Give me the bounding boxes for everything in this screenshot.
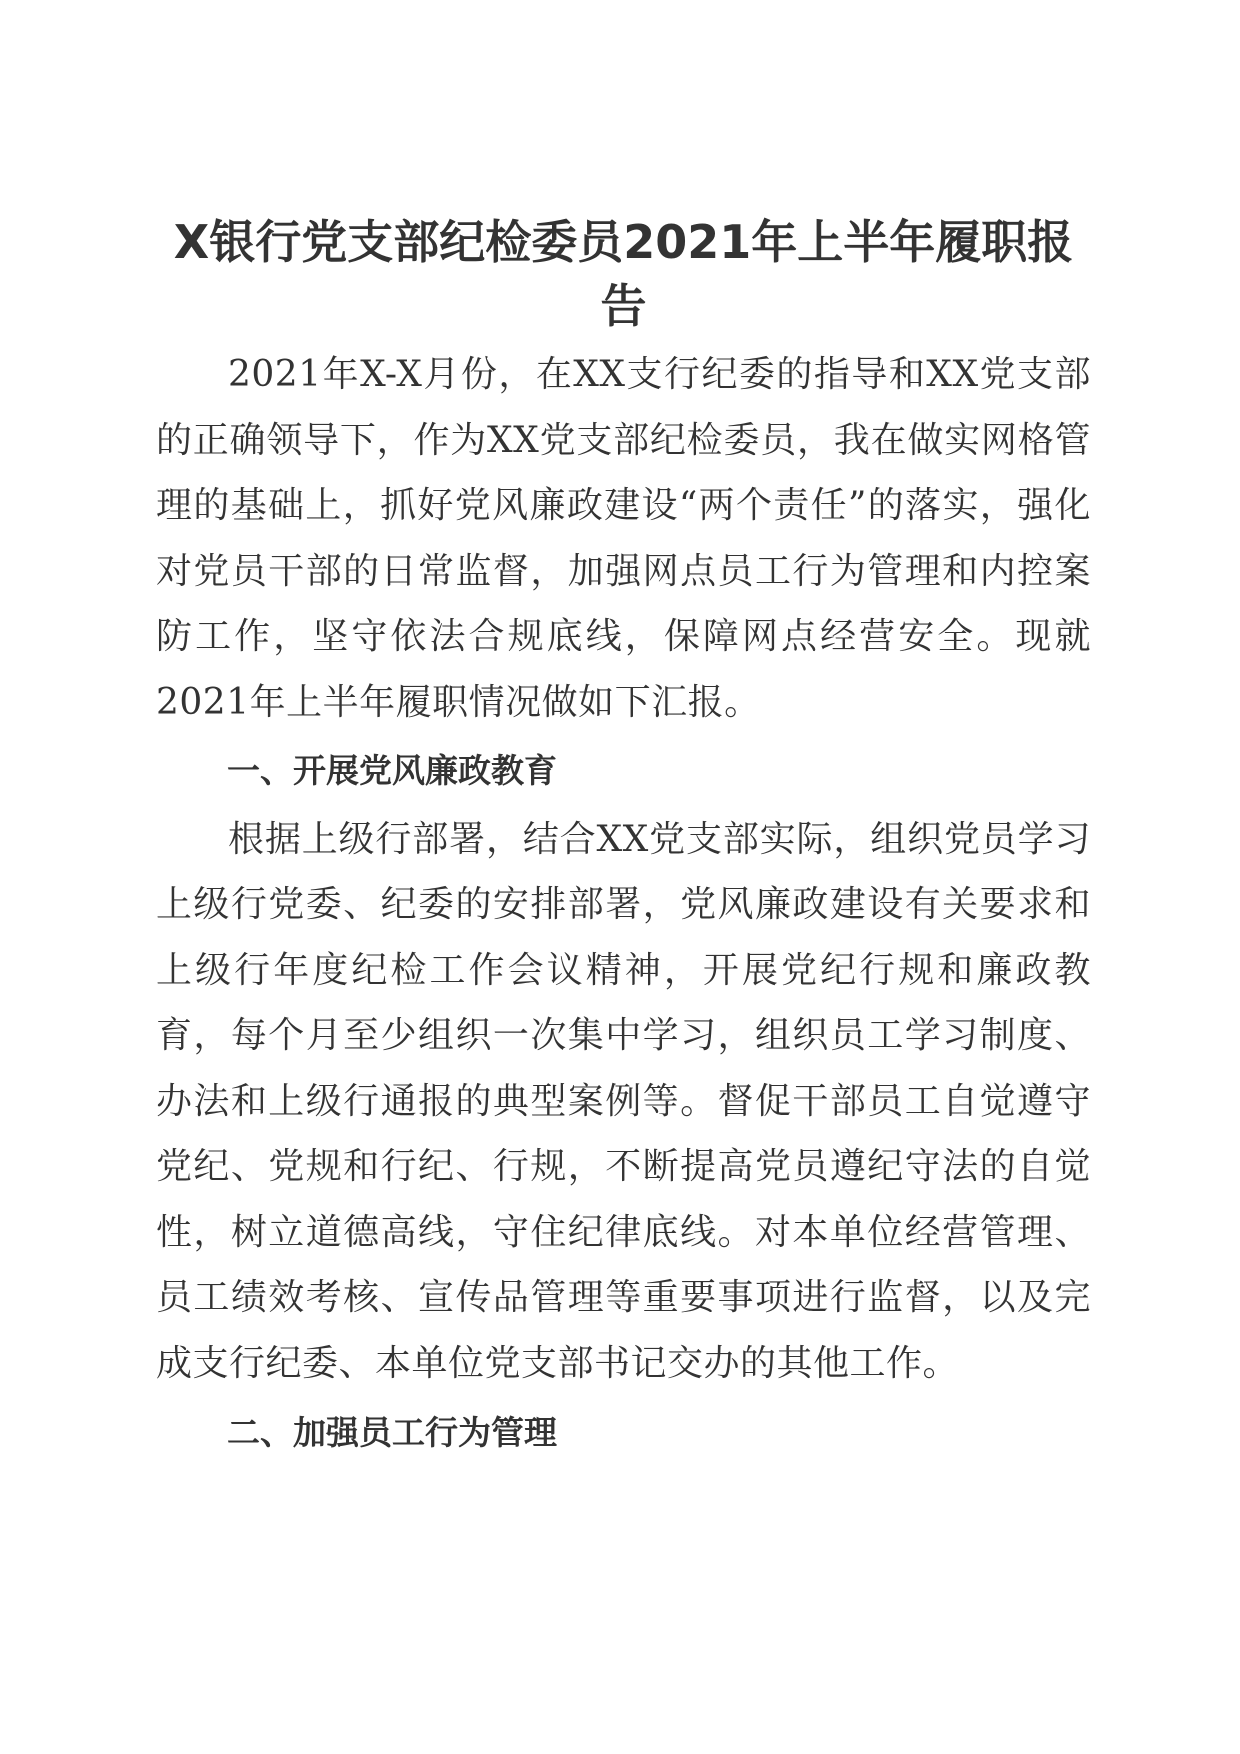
section-body-1: 根据上级行部署，结合XX党支部实际，组织党员学习上级行党委、纪委的安排部署，党风廉政建设有关要求和上级行年度纪检工作会议精神，开展党纪行规和廉政教育，每个月至少组织一次集中学习，组织员工学习制度、办法和上级行通报的典型案例等。督促干部员工自觉遵守党纪、党规和行纪、行规，不断提高党员遵纪守法的自觉性，树立道德高线，守住纪律底线。对本单位经营管理、员工绩效考核、宣传品管理等重要事项进行监督，以及完成支行纪委、本单位党支部书记交办的其他工作。 [156, 818, 1091, 1384]
section-heading-1: 一、开展党风廉政教育 [226, 751, 557, 790]
intro-paragraph: 2021年X-X月份，在XX支行纪委的指导和XX党支部的正确领导下，作为XX党支部纪检委员，我在做实网格管理的基础上，抓好党风廉政建设“两个责任”的落实，强化对党员干部的日常监督，加强网点员工行为管理和内控案防工作，坚守依法合规底线，保障网点经营安全。现就2021年上半年履职情况做如下汇报。 [156, 354, 1091, 723]
section-heading-2: 二、加强员工行为管理 [226, 1413, 557, 1452]
document-content [156, 210, 1091, 1466]
document-title: X银行党支部纪检委员2021年上半年履职报告 [173, 215, 1074, 333]
